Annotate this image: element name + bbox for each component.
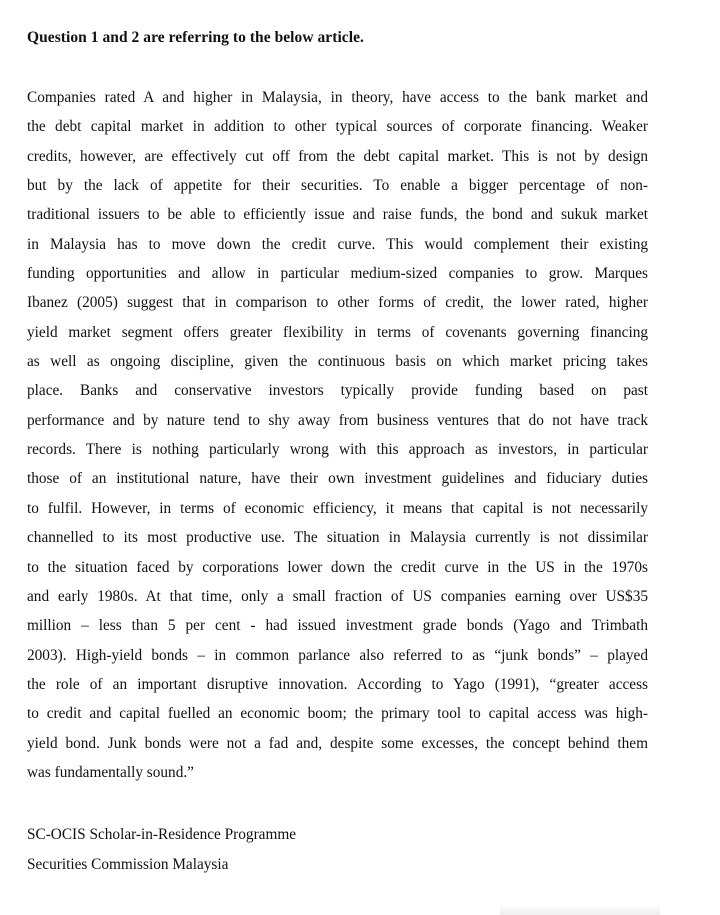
article-line: as well as ongoing discipline, given the continuous basis on which market pricing takes <box>27 353 648 371</box>
article-line: performance and by nature tend to shy away from business ventures that do not have track <box>27 411 648 429</box>
article-body <box>27 83 648 787</box>
article-line: yield market segment offers greater flexibility in terms of covenants governing financing <box>27 323 648 341</box>
article-line: to fulfil. However, in terms of economic efficiency, it means that capital is not necessarily <box>27 499 648 517</box>
article-line: channelled to its most productive use. The situation in Malaysia currently is not dissimilar <box>27 529 648 547</box>
article-line: yield bond. Junk bonds were not a fad and, despite some excesses, the concept behind them <box>27 734 648 752</box>
article-line: place. Banks and conservative investors typically provide funding based on past <box>27 382 648 400</box>
organization-name: Securities Commission Malaysia <box>27 856 229 873</box>
article-line: traditional issuers to be able to efficiently issue and raise funds, the bond and sukuk market <box>27 206 648 224</box>
program-name: SC-OCIS Scholar-in-Residence Programme <box>27 826 297 843</box>
article-line: but by the lack of appetite for their securities. To enable a bigger percentage of non- <box>27 177 648 195</box>
article-line: the role of an important disruptive innovation. According to Yago (1991), “greater access <box>27 675 648 693</box>
article-line: the debt capital market in addition to other typical sources of corporate financing. Weaker <box>27 118 648 136</box>
question-heading: Question 1 and 2 are referring to the below article. <box>27 29 364 46</box>
article-line: records. There is nothing particularly wrong with this approach as investors, in particular <box>27 441 648 459</box>
article-line: in Malaysia has to move down the credit curve. This would complement their existing <box>27 235 648 253</box>
article-line: and early 1980s. At that time, only a small fraction of US companies earning over US$35 <box>27 587 648 605</box>
source-footer <box>27 820 296 880</box>
article-line: to the situation faced by corporations lower down the credit curve in the US in the 1970s <box>27 558 648 576</box>
article-line: Ibanez (2005) suggest that in comparison to other forms of credit, the lower rated, higher <box>27 294 648 312</box>
article-line: Companies rated A and higher in Malaysia, in theory, have access to the bank market and <box>27 89 648 106</box>
article-line: 2003). High-yield bonds – in common parlance also referred to as “junk bonds” – played <box>27 646 648 664</box>
article-line: was fundamentally sound.” <box>27 763 194 781</box>
article-line: funding opportunities and allow in particular medium-sized companies to grow. Marques <box>27 265 648 283</box>
scan-shadow <box>500 905 660 915</box>
article-line: credits, however, are effectively cut off from the debt capital market. This is not by design <box>27 147 648 165</box>
article-line: million – less than 5 per cent - had issued investment grade bonds (Yago and Trimbath <box>27 617 648 635</box>
article-line: to credit and capital fuelled an economic boom; the primary tool to capital access was high- <box>27 705 648 723</box>
article-line: those of an institutional nature, have their own investment guidelines and fiduciary duties <box>27 470 648 488</box>
